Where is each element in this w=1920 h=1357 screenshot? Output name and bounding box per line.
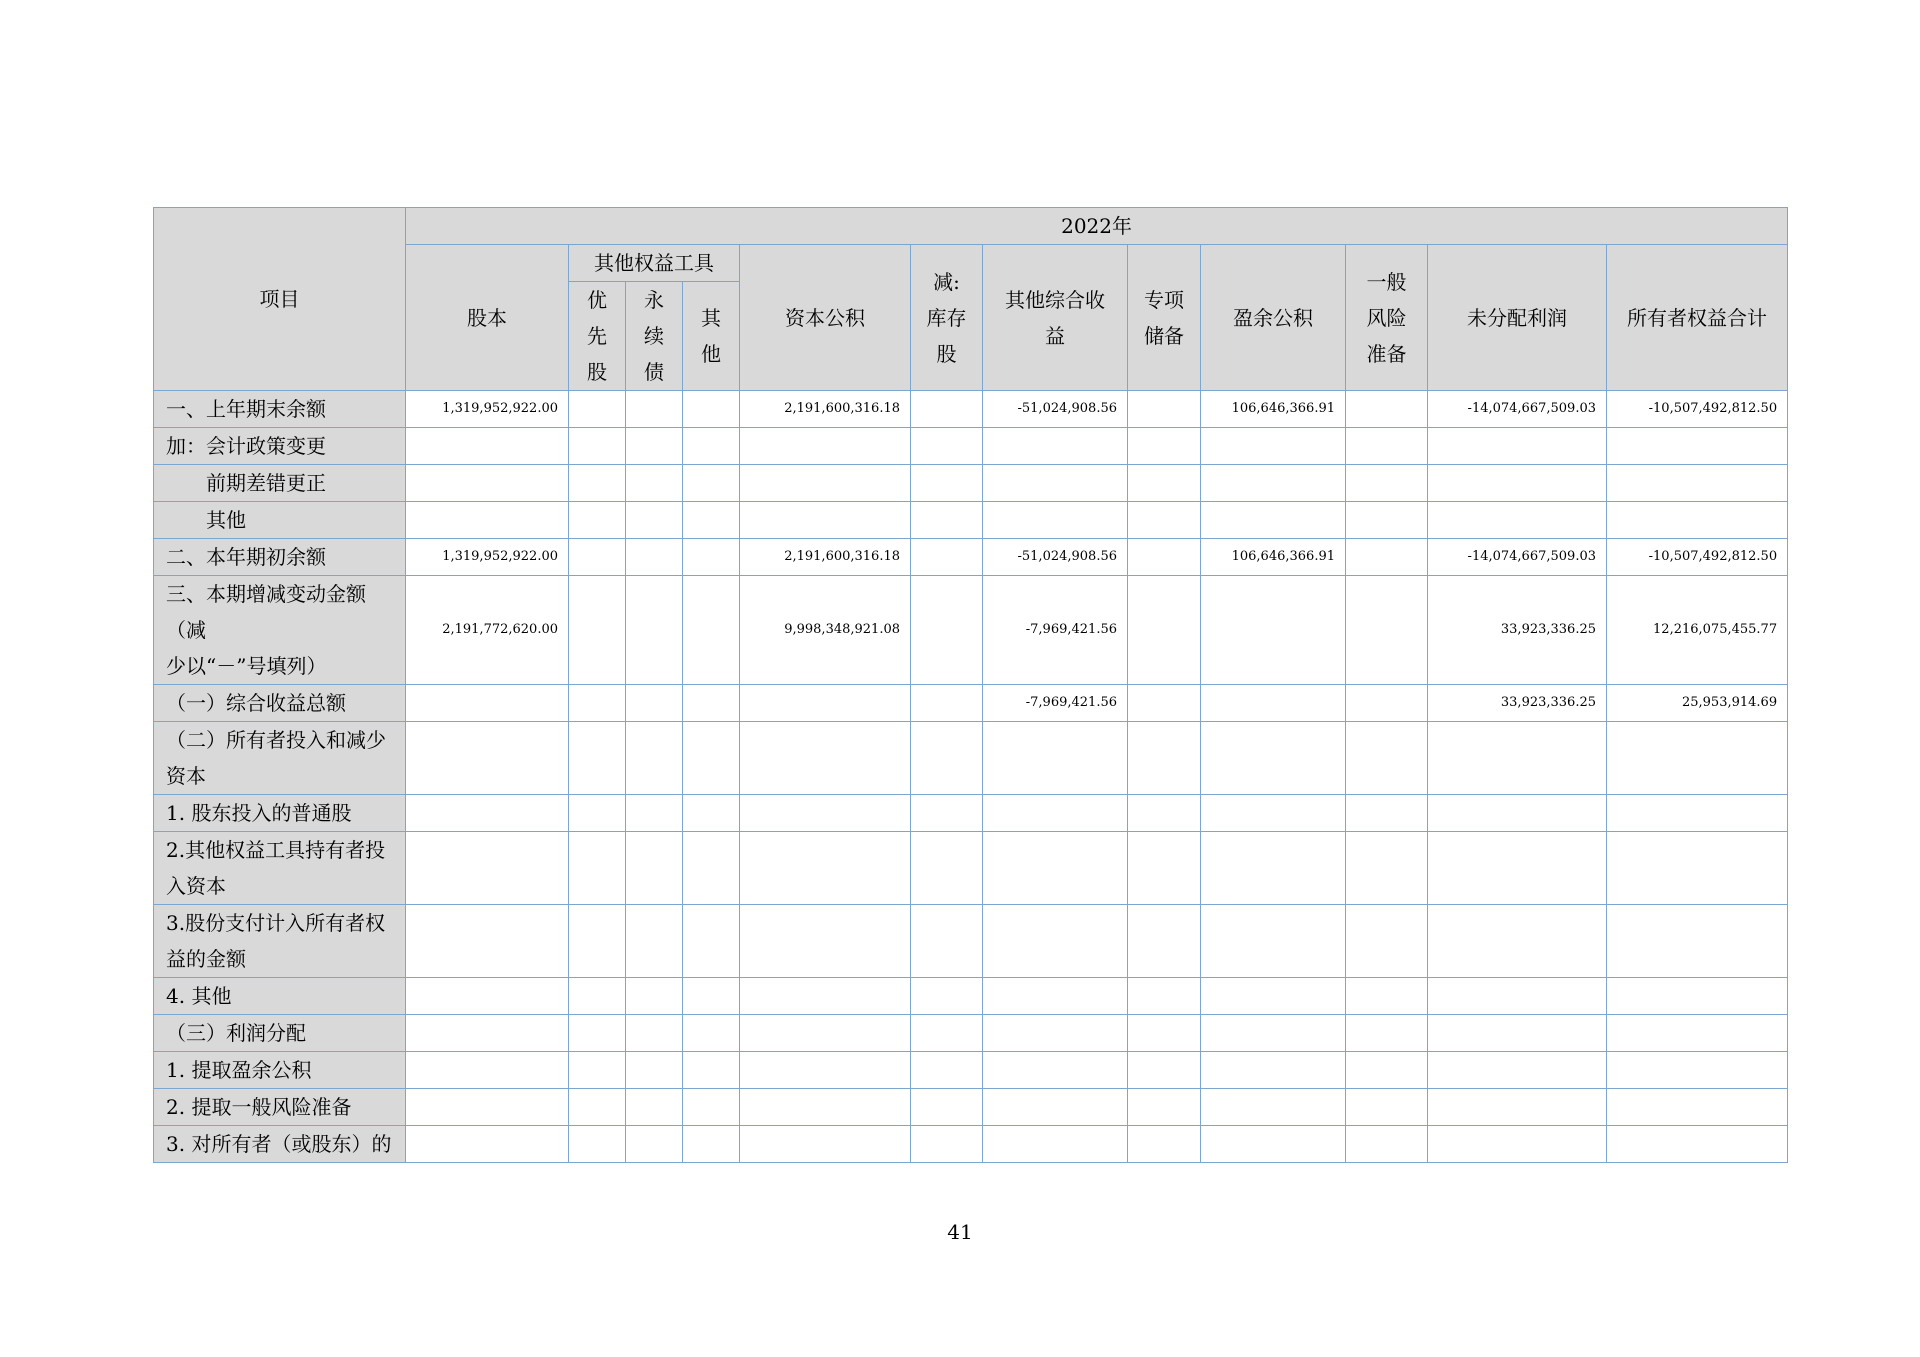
cell-value	[983, 722, 1128, 795]
cell-value	[1128, 539, 1201, 576]
cell-value: 2,191,600,316.18	[740, 391, 911, 428]
row-label	[154, 795, 406, 832]
cell-value	[1428, 1089, 1607, 1126]
cell-value	[626, 502, 683, 539]
cell-value: 106,646,366.91	[1201, 391, 1346, 428]
row-label	[154, 1126, 406, 1163]
cell-value: 106,646,366.91	[1201, 539, 1346, 576]
header-special-reserve	[1128, 245, 1201, 391]
cell-value	[683, 1126, 740, 1163]
cell-value: -14,074,667,509.03	[1428, 539, 1607, 576]
cell-value	[683, 465, 740, 502]
cell-value	[626, 795, 683, 832]
cell-value	[1128, 502, 1201, 539]
cell-value	[911, 465, 983, 502]
cell-value	[1128, 428, 1201, 465]
cell-value	[1346, 576, 1428, 685]
cell-value	[740, 1089, 911, 1126]
cell-value	[1346, 539, 1428, 576]
cell-value	[1428, 832, 1607, 905]
cell-value	[983, 978, 1128, 1015]
row-label-line: 其他	[206, 508, 246, 532]
cell-value	[683, 391, 740, 428]
cell-value	[1128, 795, 1201, 832]
cell-value	[1607, 905, 1788, 978]
row-label	[154, 1015, 406, 1052]
cell-value	[911, 978, 983, 1015]
header-risk-line: 准备	[1366, 341, 1407, 366]
table-row	[154, 685, 1788, 722]
table-row	[154, 428, 1788, 465]
cell-value	[1201, 832, 1346, 905]
cell-value	[1346, 905, 1428, 978]
header-surplus-reserve: 盈余公积	[1201, 245, 1346, 391]
cell-value	[1201, 685, 1346, 722]
row-label	[154, 539, 406, 576]
header-risk-line: 一般	[1366, 269, 1407, 294]
cell-value	[569, 1089, 626, 1126]
row-label-line: 1. 股东投入的普通股	[166, 801, 352, 825]
cell-value	[740, 1052, 911, 1089]
cell-value: -51,024,908.56	[983, 391, 1128, 428]
cell-value	[740, 978, 911, 1015]
cell-value	[1346, 502, 1428, 539]
header-treasury-line: 股	[936, 341, 957, 366]
cell-value	[740, 722, 911, 795]
cell-value	[1607, 978, 1788, 1015]
cell-value	[406, 905, 569, 978]
row-label	[154, 502, 406, 539]
cell-value	[569, 391, 626, 428]
row-label	[154, 685, 406, 722]
cell-value	[626, 539, 683, 576]
cell-value	[1607, 722, 1788, 795]
header-perpetual-line: 续	[644, 324, 664, 348]
row-label-line: 4. 其他	[166, 984, 232, 1008]
cell-value	[626, 978, 683, 1015]
cell-value	[1346, 428, 1428, 465]
cell-value	[683, 685, 740, 722]
cell-value	[983, 1015, 1128, 1052]
cell-value	[1428, 795, 1607, 832]
row-label	[154, 391, 406, 428]
cell-value	[1128, 832, 1201, 905]
cell-value	[1346, 722, 1428, 795]
cell-value	[911, 502, 983, 539]
header-share-capital: 股本	[406, 245, 569, 391]
cell-value	[569, 465, 626, 502]
cell-value	[569, 795, 626, 832]
row-label	[154, 905, 406, 978]
cell-value	[1346, 1089, 1428, 1126]
cell-value	[1607, 1015, 1788, 1052]
cell-value	[1607, 1126, 1788, 1163]
page-number: 41	[947, 1220, 973, 1244]
cell-value	[406, 1015, 569, 1052]
header-other	[683, 282, 740, 391]
cell-value	[1346, 1052, 1428, 1089]
row-label-line: 益的金额	[166, 947, 246, 971]
cell-value: 1,319,952,922.00	[406, 391, 569, 428]
cell-value	[740, 428, 911, 465]
cell-value	[1201, 428, 1346, 465]
cell-value	[983, 502, 1128, 539]
cell-value	[1346, 685, 1428, 722]
cell-value	[626, 391, 683, 428]
cell-value	[626, 465, 683, 502]
table-row	[154, 576, 1788, 685]
cell-value	[406, 685, 569, 722]
cell-value	[740, 905, 911, 978]
table-row	[154, 795, 1788, 832]
cell-value	[626, 1126, 683, 1163]
cell-value	[683, 1015, 740, 1052]
cell-value	[1128, 978, 1201, 1015]
cell-value	[911, 795, 983, 832]
cell-value	[1607, 1052, 1788, 1089]
cell-value: -51,024,908.56	[983, 539, 1128, 576]
cell-value	[1201, 576, 1346, 685]
header-risk-line: 风险	[1366, 305, 1407, 330]
cell-value	[626, 905, 683, 978]
table-row	[154, 1052, 1788, 1089]
cell-value	[406, 502, 569, 539]
cell-value	[569, 905, 626, 978]
cell-value: 2,191,772,620.00	[406, 576, 569, 685]
cell-value	[626, 428, 683, 465]
header-preferred-line: 先	[587, 324, 607, 348]
row-label-line: 3. 对所有者（或股东）的	[166, 1132, 392, 1156]
row-label-line: 少以“－”号填列）	[166, 654, 327, 678]
cell-value	[1346, 832, 1428, 905]
header-preferred-line: 优	[587, 288, 607, 312]
cell-value	[569, 428, 626, 465]
table-row	[154, 1015, 1788, 1052]
cell-value: 25,953,914.69	[1607, 685, 1788, 722]
cell-value: -10,507,492,812.50	[1607, 539, 1788, 576]
cell-value	[1128, 685, 1201, 722]
cell-value	[1428, 502, 1607, 539]
row-label-line: 入资本	[166, 874, 226, 898]
row-label-line: 3.股份支付计入所有者权	[166, 911, 386, 935]
table-body	[154, 391, 1788, 1163]
cell-value	[683, 576, 740, 685]
cell-value	[569, 539, 626, 576]
cell-value: 33,923,336.25	[1428, 576, 1607, 685]
cell-value	[406, 832, 569, 905]
cell-value	[406, 428, 569, 465]
cell-value	[911, 539, 983, 576]
cell-value	[626, 832, 683, 905]
cell-value: -14,074,667,509.03	[1428, 391, 1607, 428]
cell-value: 1,319,952,922.00	[406, 539, 569, 576]
table-row	[154, 539, 1788, 576]
cell-value	[740, 832, 911, 905]
cell-value	[1201, 978, 1346, 1015]
header-special-line: 专项	[1144, 287, 1184, 312]
cell-value	[911, 1126, 983, 1163]
cell-value	[911, 1089, 983, 1126]
cell-value	[406, 1052, 569, 1089]
cell-value	[740, 1126, 911, 1163]
cell-value	[683, 905, 740, 978]
cell-value	[1607, 1089, 1788, 1126]
cell-value	[569, 1015, 626, 1052]
cell-value	[406, 465, 569, 502]
row-label-line: 二、本年期初余额	[166, 545, 326, 569]
cell-value	[911, 428, 983, 465]
cell-value	[1428, 1015, 1607, 1052]
cell-value	[1201, 1126, 1346, 1163]
row-label	[154, 978, 406, 1015]
cell-value	[683, 832, 740, 905]
header-preferred	[569, 282, 626, 391]
cell-value: 9,998,348,921.08	[740, 576, 911, 685]
cell-value	[1201, 1015, 1346, 1052]
cell-value: 33,923,336.25	[1428, 685, 1607, 722]
cell-value	[569, 502, 626, 539]
cell-value	[1128, 465, 1201, 502]
cell-value	[1428, 1052, 1607, 1089]
cell-value	[1128, 905, 1201, 978]
header-other-equity-tools: 其他权益工具	[569, 245, 740, 282]
row-label-line: 2.其他权益工具持有者投	[166, 838, 386, 862]
cell-value	[911, 832, 983, 905]
header-oci-line: 其他综合收	[1005, 287, 1105, 312]
row-label-line: 三、本期增减变动金额（减	[166, 582, 366, 642]
row-label	[154, 428, 406, 465]
cell-value	[683, 428, 740, 465]
cell-value	[626, 722, 683, 795]
row-label-line: 一、上年期末余额	[166, 397, 326, 421]
cell-value	[983, 1089, 1128, 1126]
cell-value	[626, 1089, 683, 1126]
header-item: 项目	[154, 208, 406, 391]
cell-value	[406, 1089, 569, 1126]
row-label-line: 加：会计政策变更	[166, 434, 326, 458]
cell-value	[740, 685, 911, 722]
row-label	[154, 1052, 406, 1089]
header-treasury-stock	[911, 245, 983, 391]
cell-value	[911, 1015, 983, 1052]
cell-value	[626, 1015, 683, 1052]
table-row	[154, 905, 1788, 978]
cell-value	[406, 722, 569, 795]
row-label-line: （二）所有者投入和减少	[166, 728, 386, 752]
header-total-equity: 所有者权益合计	[1607, 245, 1788, 391]
cell-value	[1128, 576, 1201, 685]
cell-value	[406, 978, 569, 1015]
cell-value: -10,507,492,812.50	[1607, 391, 1788, 428]
cell-value	[569, 1126, 626, 1163]
row-label-line: 资本	[166, 764, 206, 788]
table-row	[154, 465, 1788, 502]
cell-value	[1607, 832, 1788, 905]
equity-change-table	[153, 207, 1788, 1163]
cell-value	[683, 978, 740, 1015]
cell-value	[1607, 795, 1788, 832]
cell-value	[569, 576, 626, 685]
cell-value: -7,969,421.56	[983, 685, 1128, 722]
cell-value	[1346, 1015, 1428, 1052]
cell-value	[1428, 465, 1607, 502]
cell-value	[683, 795, 740, 832]
table-row	[154, 391, 1788, 428]
cell-value	[1201, 905, 1346, 978]
cell-value	[1607, 428, 1788, 465]
cell-value	[911, 391, 983, 428]
cell-value	[1346, 1126, 1428, 1163]
cell-value	[983, 832, 1128, 905]
cell-value	[740, 465, 911, 502]
header-perpetual-line: 债	[644, 360, 664, 384]
cell-value: -7,969,421.56	[983, 576, 1128, 685]
table-row	[154, 722, 1788, 795]
cell-value	[569, 832, 626, 905]
cell-value	[911, 576, 983, 685]
cell-value	[569, 1052, 626, 1089]
cell-value	[1201, 465, 1346, 502]
cell-value	[683, 539, 740, 576]
cell-value	[911, 722, 983, 795]
header-capital-reserve: 资本公积	[740, 245, 911, 391]
header-oci-line: 益	[1045, 323, 1065, 348]
row-label	[154, 576, 406, 685]
table-row	[154, 502, 1788, 539]
cell-value	[683, 1052, 740, 1089]
row-label-line: 1. 提取盈余公积	[166, 1058, 312, 1082]
cell-value	[1201, 502, 1346, 539]
cell-value	[1607, 465, 1788, 502]
cell-value	[569, 722, 626, 795]
cell-value	[569, 685, 626, 722]
cell-value	[983, 795, 1128, 832]
cell-value	[1128, 722, 1201, 795]
header-other-line: 其	[701, 306, 721, 330]
cell-value	[1346, 391, 1428, 428]
cell-value: 2,191,600,316.18	[740, 539, 911, 576]
table-row	[154, 832, 1788, 905]
cell-value	[1428, 722, 1607, 795]
cell-value	[983, 1052, 1128, 1089]
cell-value	[1346, 978, 1428, 1015]
row-label-line: 前期差错更正	[206, 471, 326, 495]
row-label	[154, 1089, 406, 1126]
cell-value	[1346, 465, 1428, 502]
cell-value	[683, 1089, 740, 1126]
cell-value	[911, 1052, 983, 1089]
cell-value	[740, 502, 911, 539]
cell-value	[1428, 428, 1607, 465]
cell-value	[1128, 1089, 1201, 1126]
cell-value	[626, 1052, 683, 1089]
cell-value	[1201, 1052, 1346, 1089]
cell-value	[1428, 978, 1607, 1015]
table-row	[154, 978, 1788, 1015]
cell-value	[1607, 502, 1788, 539]
cell-value	[683, 722, 740, 795]
cell-value	[626, 576, 683, 685]
cell-value	[406, 1126, 569, 1163]
cell-value	[1201, 722, 1346, 795]
header-perpetual-line: 永	[644, 288, 664, 312]
cell-value	[626, 685, 683, 722]
cell-value	[1428, 1126, 1607, 1163]
header-year: 2022年	[406, 208, 1788, 245]
cell-value	[911, 685, 983, 722]
header-oci	[983, 245, 1128, 391]
header-general-risk	[1346, 245, 1428, 391]
row-label-line: 2. 提取一般风险准备	[166, 1095, 352, 1119]
row-label-line: （一）综合收益总额	[166, 691, 346, 715]
cell-value	[911, 905, 983, 978]
header-preferred-line: 股	[587, 360, 607, 384]
cell-value	[740, 1015, 911, 1052]
header-treasury-line: 库存	[926, 305, 967, 330]
row-label	[154, 722, 406, 795]
cell-value	[983, 1126, 1128, 1163]
cell-value	[683, 502, 740, 539]
header-undistributed: 未分配利润	[1428, 245, 1607, 391]
header-perpetual	[626, 282, 683, 391]
cell-value	[1128, 1126, 1201, 1163]
header-special-line: 储备	[1144, 323, 1184, 348]
cell-value	[1346, 795, 1428, 832]
cell-value	[983, 428, 1128, 465]
cell-value	[1428, 905, 1607, 978]
cell-value	[1201, 1089, 1346, 1126]
row-label-line: （三）利润分配	[166, 1021, 306, 1045]
row-label	[154, 465, 406, 502]
header-other-line: 他	[701, 342, 721, 366]
cell-value	[406, 795, 569, 832]
header-treasury-line: 减:	[933, 269, 960, 294]
table-row	[154, 1126, 1788, 1163]
cell-value	[1128, 1015, 1201, 1052]
cell-value	[740, 795, 911, 832]
row-label	[154, 832, 406, 905]
cell-value	[1128, 391, 1201, 428]
cell-value	[983, 905, 1128, 978]
cell-value	[1201, 795, 1346, 832]
cell-value: 12,216,075,455.77	[1607, 576, 1788, 685]
cell-value	[569, 978, 626, 1015]
table-row	[154, 1089, 1788, 1126]
cell-value	[1128, 1052, 1201, 1089]
cell-value	[983, 465, 1128, 502]
